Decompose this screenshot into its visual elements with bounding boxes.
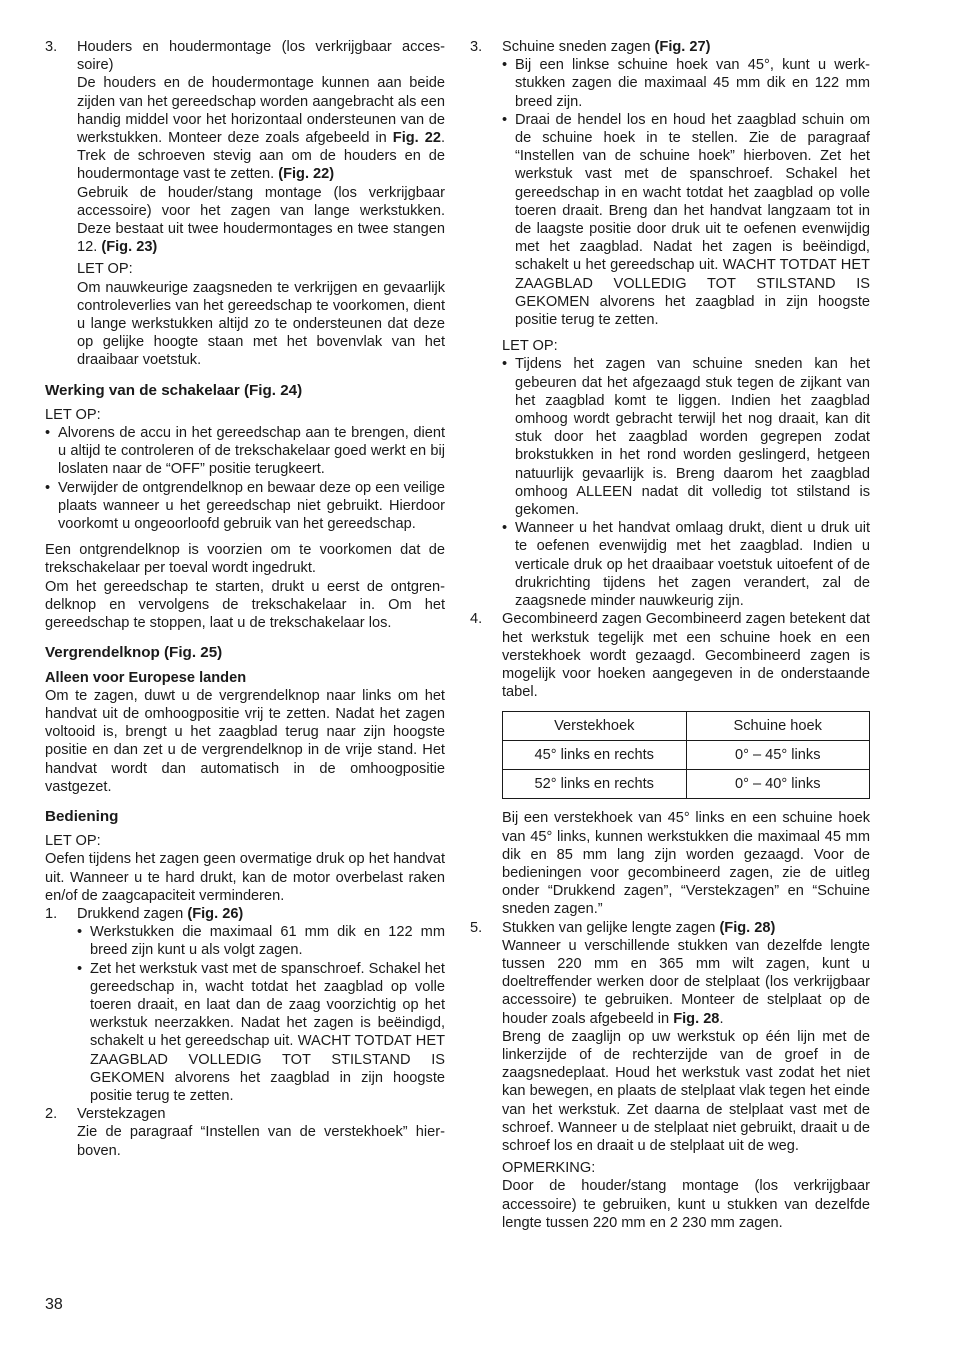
bullet-icon: • bbox=[77, 924, 83, 941]
table-cell: 0° – 45° links bbox=[686, 741, 870, 770]
text-run: Wanneer u verschillende stukken van dezelfde lengte tussen 220 mm en 365 mm wilt zagen, kunt u doeltreffender werken door de stelplaat (los verkrijgbaar accessoire) te gebruiken. Monteer de stelplaat op de houder zoals afgebeeld in bbox=[502, 937, 870, 1027]
bullet-icon: • bbox=[502, 520, 508, 537]
paragraph bbox=[77, 74, 445, 183]
list-item bbox=[502, 519, 870, 610]
numbered-item-holders bbox=[45, 38, 445, 370]
bullet-text: Wanneer u het handvat omlaag drukt, dient u druk uit te oefenen evenwijdig met het zaagblad. Indien u verticale druk op het draaibaar voetstuk uitoefent of de drukrichting tijdens het zagen verandert, zal de zaagsnede minder nauwkeurig zijn. bbox=[515, 520, 870, 610]
bullet-text: Werkstukken die maximaal 61 mm dik en 122 mm breed zijn kunt u als volgt zagen. bbox=[90, 924, 445, 959]
caution-label: LET OP: bbox=[45, 406, 101, 423]
list-item bbox=[77, 960, 445, 1106]
figure-ref: (Fig. 22) bbox=[278, 166, 335, 183]
text-run: Stukken van gelijke lengte zagen bbox=[502, 919, 720, 936]
subheading: Alleen voor Europese landen bbox=[45, 669, 247, 686]
figure-ref: (Fig. 27) bbox=[654, 39, 711, 55]
page-number: 38 bbox=[45, 1296, 63, 1313]
figure-ref: (Fig. 28) bbox=[719, 919, 776, 936]
bullet-text: Bij een linkse schuine hoek van 45°, kunt u werkstukken zagen die maximaal 45 mm dik en 122 mm breed zijn. bbox=[515, 57, 870, 110]
paragraph: Om te zagen, duwt u de vergrendelknop naar links om het handvat uit de omhoogpositie vrij te zetten. Nadat het zagen voltooid is, brengt u het zaagblad terug naar zijn hoogste positie en dan zet u de vergrendelknop in de vrije stand. Het handvat wordt dan automatisch in de omhoogpositie vastgezet. bbox=[45, 687, 445, 795]
text-run: . bbox=[719, 1010, 724, 1027]
paragraph: Gecombineerd zagen Gecombineerd zagen betekent dat het werkstuk tegelijk met een schuine hoek en een verstekhoek wordt gezaagd. Gecombineerd zagen is mogelijk voor hoeken aangegeven in de onderstaande tabel. bbox=[502, 611, 870, 701]
note-label: OPMERKING: bbox=[502, 1160, 596, 1177]
item-number: 5. bbox=[470, 919, 483, 936]
section-heading-operation: Bediening bbox=[45, 807, 119, 825]
angle-table bbox=[502, 711, 870, 799]
numbered-item-compound-cutting bbox=[470, 610, 870, 701]
item-number: 1. bbox=[45, 905, 58, 922]
left-column bbox=[45, 38, 445, 1160]
text-run: Schuine sneden zagen bbox=[502, 39, 655, 55]
text-run: Gebruik de houder/stang montage (los verkrijgbaar accessoire) voor het zagen van lange werkstukken. Deze bestaat uit twee houdermontages en twee stangen 12. bbox=[77, 184, 445, 256]
bullet-icon: • bbox=[502, 356, 508, 373]
bullet-icon: • bbox=[45, 425, 51, 442]
item-title bbox=[502, 38, 870, 56]
list-item bbox=[77, 923, 445, 959]
item-title: Verstekzagen bbox=[77, 1106, 166, 1123]
item-number: 2. bbox=[45, 1106, 58, 1123]
text-run: Drukkend zagen bbox=[77, 905, 188, 922]
item-title bbox=[502, 919, 870, 937]
caution-text: Om nauwkeurige zaagsneden te verkrijgen en gevaarlijk controleverlies van het gereedschap te voorkomen, dient u lange werkstukken altijd zo te ondersteunen dat deze op gelijke hoogte staan met het bovenvlak van het draaibaar voetstuk. bbox=[77, 279, 445, 369]
numbered-item-press-cutting bbox=[45, 905, 445, 1105]
table-header-cell: Verstekhoek bbox=[503, 712, 687, 741]
paragraph bbox=[77, 184, 445, 257]
list-item bbox=[502, 355, 870, 519]
bullet-icon: • bbox=[45, 479, 51, 496]
text-run: . Trek de schroeven stevig aan om de houders en de houdermontage vast te zetten. bbox=[77, 130, 445, 183]
section-heading-lock: Vergrendelknop (Fig. 25) bbox=[45, 644, 223, 662]
table-cell: 45° links en rechts bbox=[503, 741, 687, 770]
section-heading-switch: Werking van de schakelaar (Fig. 24) bbox=[45, 381, 303, 399]
paragraph: Een ontgrendelknop is voorzien om te voorkomen dat de trekschakelaar per toeval wordt ingedrukt. bbox=[45, 542, 445, 577]
list-item bbox=[45, 424, 445, 479]
note-text: Door de houder/stang montage (los verkrijgbaar accessoire) te gebruiken, kunt u stukken van dezelfde lengte tussen 220 mm en 2 230 mm zagen. bbox=[502, 1178, 870, 1231]
compound-explanation bbox=[470, 809, 870, 918]
text-run: De houders en de houdermontage kunnen aan beide zijden van het gereedschap worden aangebracht als een handig middel voor het horizontaal ondersteunen van de werkstukken. Monteer deze zoals afgebeeld in bbox=[77, 75, 445, 147]
list-item bbox=[502, 56, 870, 111]
table-cell: 0° – 40° links bbox=[686, 770, 870, 799]
figure-ref: (Fig. 23) bbox=[101, 239, 158, 256]
table-cell: 52° links en rechts bbox=[503, 770, 687, 799]
bullet-text: Alvorens de accu in het gereedschap aan te brengen, dient u altijd te controleren of de trekschakelaar goed werkt en bij loslaten naar de “OFF” positie terugkeert. bbox=[58, 425, 445, 478]
figure-ref: (Fig. 26) bbox=[187, 905, 244, 922]
caution-label: LET OP: bbox=[77, 261, 133, 278]
table-row bbox=[503, 770, 870, 799]
caution-label: LET OP: bbox=[45, 833, 101, 850]
list-item bbox=[45, 479, 445, 534]
bullet-text: Zet het werkstuk vast met de spanschroef. Schakel het gereedschap in, wacht totdat het zaagblad op volle toeren draait, en laat dan de zaag voorzichtig op het werkstuk neerzakken. Nadat het zagen is beëindigd, schakelt u het gereedschap uit. WACHT TOTDAT HET ZAAGBLAD VOLLEDIG TOT STILSTAND IS GEKOMEN alvorens het zaagblad in zijn hoogste positie terug te zetten. bbox=[90, 960, 445, 1104]
figure-ref: Fig. 28 bbox=[673, 1010, 720, 1027]
paragraph: Breng de zaaglijn op uw werkstuk op één lijn met de linkerzijde of de rechterzijde van de groef in de zaagsnedeplaat. Houd het werkstuk vast zodat het niet kan bewegen, en plaats de stelplaat vlak tegen het einde van het werkstuk. Zet daarna de stelplaat vast met de schroef. Wanneer u de stelplaat niet gebruikt, draait u de schroef los en draait u de stelplaat uit de weg. bbox=[502, 1028, 870, 1154]
bullet-icon: • bbox=[502, 57, 508, 74]
table-header-row bbox=[503, 712, 870, 741]
table-header-cell: Schuine hoek bbox=[686, 712, 870, 741]
table-row bbox=[503, 741, 870, 770]
item-number: 3. bbox=[45, 39, 58, 55]
bullet-icon: • bbox=[77, 960, 83, 977]
bullet-text: Tijdens het zagen van schuine sneden kan het gebeuren dat het afgezaagd stuk tegen de zijkant van het zaagblad komt te liggen. Indien het zaagblad omhoog wordt gebracht terwijl het nog draait, kan dit stuk door het zaagblad worden gegrepen zodat brokstukken in het rond worden geslingerd, hetgeen natuurlijk gevaarlijk is. Breng daarom het zaagblad omhoog ALLEEN nadat dit volledig tot stilstand is gekomen. bbox=[515, 356, 870, 519]
numbered-item-miter-cutting bbox=[45, 1105, 445, 1160]
numbered-item-equal-length bbox=[470, 919, 870, 1232]
paragraph: Bij een verstekhoek van 45° links en een schuine hoek van 45° links, kunnen werkstukken die maximaal 45 mm dik en 85 mm lang zijn worden gezaagd. Voor de bedieningen voor gecombineerd zagen, zie de uitleg onder “Drukkend zagen”, “Verstekzagen” en “Schuine sneden zagen.” bbox=[502, 810, 870, 918]
bullet-text: Draai de hendel los en houd het zaagblad schuin om de schuine hoek in te stellen. Zie de paragraaf “Instellen van de schuine hoek” hierboven. Zet het werkstuk vast met de spanschroef. Schakel het gereedschap in en wacht totdat het zaagblad op volle toeren draait. Breng dan het handvat langzaam tot in de laagste positie door druk uit te oefenen evenwijdig met het zaagblad. Nadat het zagen is beëindigd, schakelt u het gereedschap uit. WACHT TOTDAT HET ZAAGBLAD VOLLEDIG TOT STILSTAND IS GEKOMEN alvorens het zaagblad in zijn hoogste positie terug te zetten. bbox=[515, 111, 870, 329]
paragraph: Zie de paragraaf “Instellen van de verstekhoek” hierboven. bbox=[77, 1124, 445, 1159]
item-title bbox=[77, 905, 445, 923]
item-title: Houders en houdermontage (los verkrijgbaar accessoire) bbox=[77, 39, 445, 74]
paragraph bbox=[502, 937, 870, 1028]
list-item bbox=[502, 111, 870, 329]
figure-ref: Fig. 22 bbox=[392, 130, 441, 147]
right-column bbox=[470, 38, 870, 1232]
caution-text: Oefen tijdens het zagen geen overmatige druk op het handvat uit. Wanneer u te hard drukt, kan de motor overbelast raken en/of de zaagcapaciteit verminderen. bbox=[45, 851, 445, 904]
item-number: 3. bbox=[470, 39, 483, 55]
item-number: 4. bbox=[470, 611, 483, 628]
caution-label: LET OP: bbox=[502, 338, 558, 355]
numbered-item-bevel-cutting bbox=[470, 38, 870, 610]
bullet-icon: • bbox=[502, 111, 508, 128]
bullet-text: Verwijder de ontgrendelknop en bewaar deze op een veilige plaats wanneer u het gereedschap niet gebruikt. Hierdoor voorkomt u ongeoorloofd gebruik van het gereedschap. bbox=[58, 479, 446, 533]
paragraph: Om het gereedschap te starten, drukt u eerst de ontgrendelknop en vervolgens de trekschakelaar in. Om het gereedschap te stoppen, laat u de trekschakelaar los. bbox=[45, 578, 445, 632]
